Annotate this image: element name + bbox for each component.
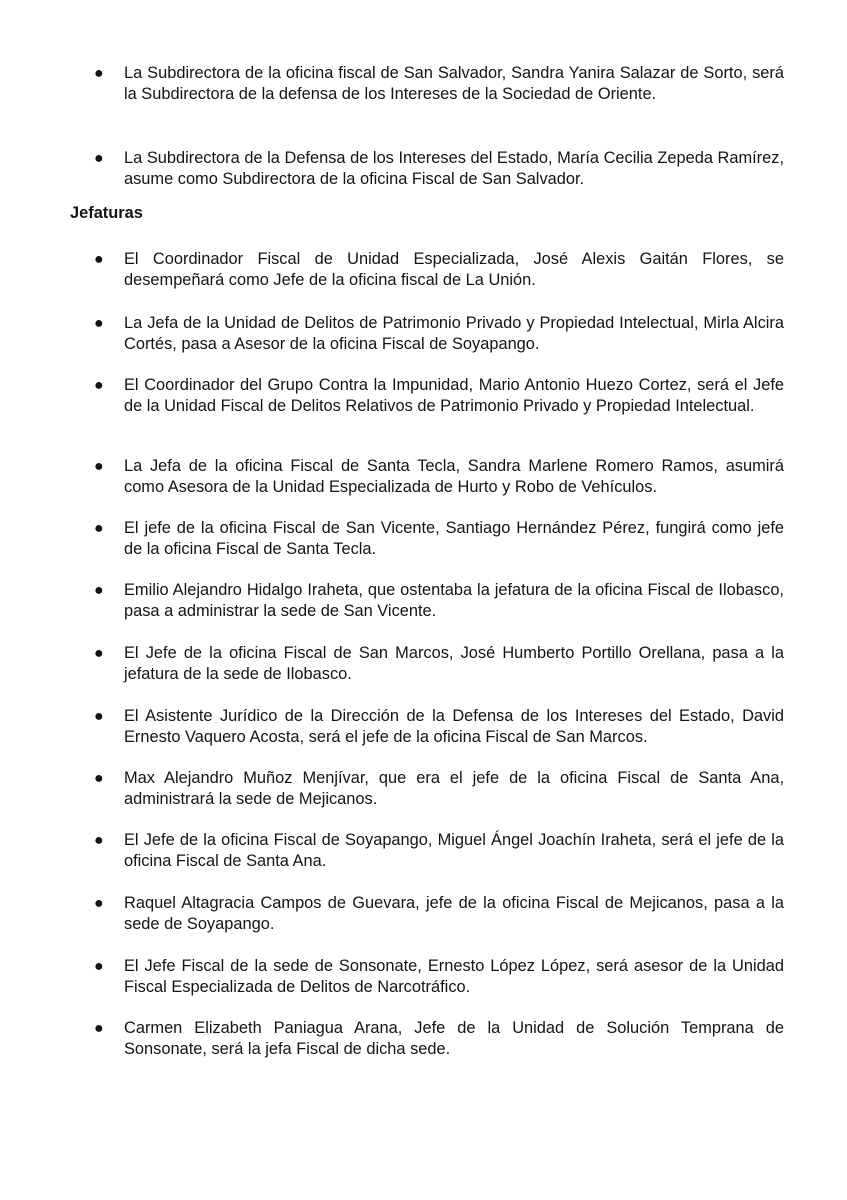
bullet-icon: ● [94,832,104,849]
bullet-icon: ● [94,520,104,537]
list-item: El Jefe de la oficina Fiscal de Soyapango, Miguel Ángel Joachín Iraheta, será el jefe de la oficina Fiscal de Santa Ana. [124,831,784,870]
list-item: La Subdirectora de la oficina fiscal de San Salvador, Sandra Yanira Salazar de Sorto, será la Subdirectora de la defensa de los Intereses de la Sociedad de Oriente. [124,64,784,103]
list-item: Carmen Elizabeth Paniagua Arana, Jefe de la Unidad de Solución Temprana de Sonsonate, será la jefa Fiscal de dicha sede. [124,1019,784,1058]
bullet-icon: ● [94,458,104,475]
bullet-icon: ● [94,251,104,268]
list-item: La Subdirectora de la Defensa de los Intereses del Estado, María Cecilia Zepeda Ramírez, asume como Subdirectora de la oficina Fiscal de San Salvador. [124,149,784,188]
bullet-icon: ● [94,582,104,599]
bullet-icon: ● [94,958,104,975]
list-item: Raquel Altagracia Campos de Guevara, jefe de la oficina Fiscal de Mejicanos, pasa a la sede de Soyapango. [124,894,784,933]
bullet-icon: ● [94,315,104,332]
list-item: El Coordinador del Grupo Contra la Impunidad, Mario Antonio Huezo Cortez, será el Jefe de la Unidad Fiscal de Delitos Relativos de Patrimonio Privado y Propiedad Intelectual. [124,376,784,415]
bullet-icon: ● [94,708,104,725]
list-item: El Coordinador Fiscal de Unidad Especializada, José Alexis Gaitán Flores, se desempeñará como Jefe de la oficina fiscal de La Unión. [124,250,784,289]
bullet-icon: ● [94,895,104,912]
bullet-icon: ● [94,645,104,662]
section-heading: Jefaturas [70,204,143,222]
list-item: Max Alejandro Muñoz Menjívar, que era el jefe de la oficina Fiscal de Santa Ana, administrará la sede de Mejicanos. [124,769,784,808]
list-item: El Jefe de la oficina Fiscal de San Marcos, José Humberto Portillo Orellana, pasa a la jefatura de la sede de Ilobasco. [124,644,784,683]
bullet-icon: ● [94,377,104,394]
list-item: El jefe de la oficina Fiscal de San Vicente, Santiago Hernández Pérez, fungirá como jefe de la oficina Fiscal de Santa Tecla. [124,519,784,558]
list-item: El Asistente Jurídico de la Dirección de la Defensa de los Intereses del Estado, David Ernesto Vaquero Acosta, será el jefe de la oficina Fiscal de San Marcos. [124,707,784,746]
list-item: El Jefe Fiscal de la sede de Sonsonate, Ernesto López López, será asesor de la Unidad Fiscal Especializada de Delitos de Narcotráfico. [124,957,784,996]
list-item: La Jefa de la Unidad de Delitos de Patrimonio Privado y Propiedad Intelectual, Mirla Alcira Cortés, pasa a Asesor de la oficina Fiscal de Soyapango. [124,314,784,353]
bullet-icon: ● [94,150,104,167]
bullet-icon: ● [94,770,104,787]
bullet-icon: ● [94,1020,104,1037]
list-item: La Jefa de la oficina Fiscal de Santa Tecla, Sandra Marlene Romero Ramos, asumirá como Asesora de la Unidad Especializada de Hurto y Robo de Vehículos. [124,457,784,496]
list-item: Emilio Alejandro Hidalgo Iraheta, que ostentaba la jefatura de la oficina Fiscal de Ilobasco, pasa a administrar la sede de San Vicente. [124,581,784,620]
bullet-icon: ● [94,65,104,82]
